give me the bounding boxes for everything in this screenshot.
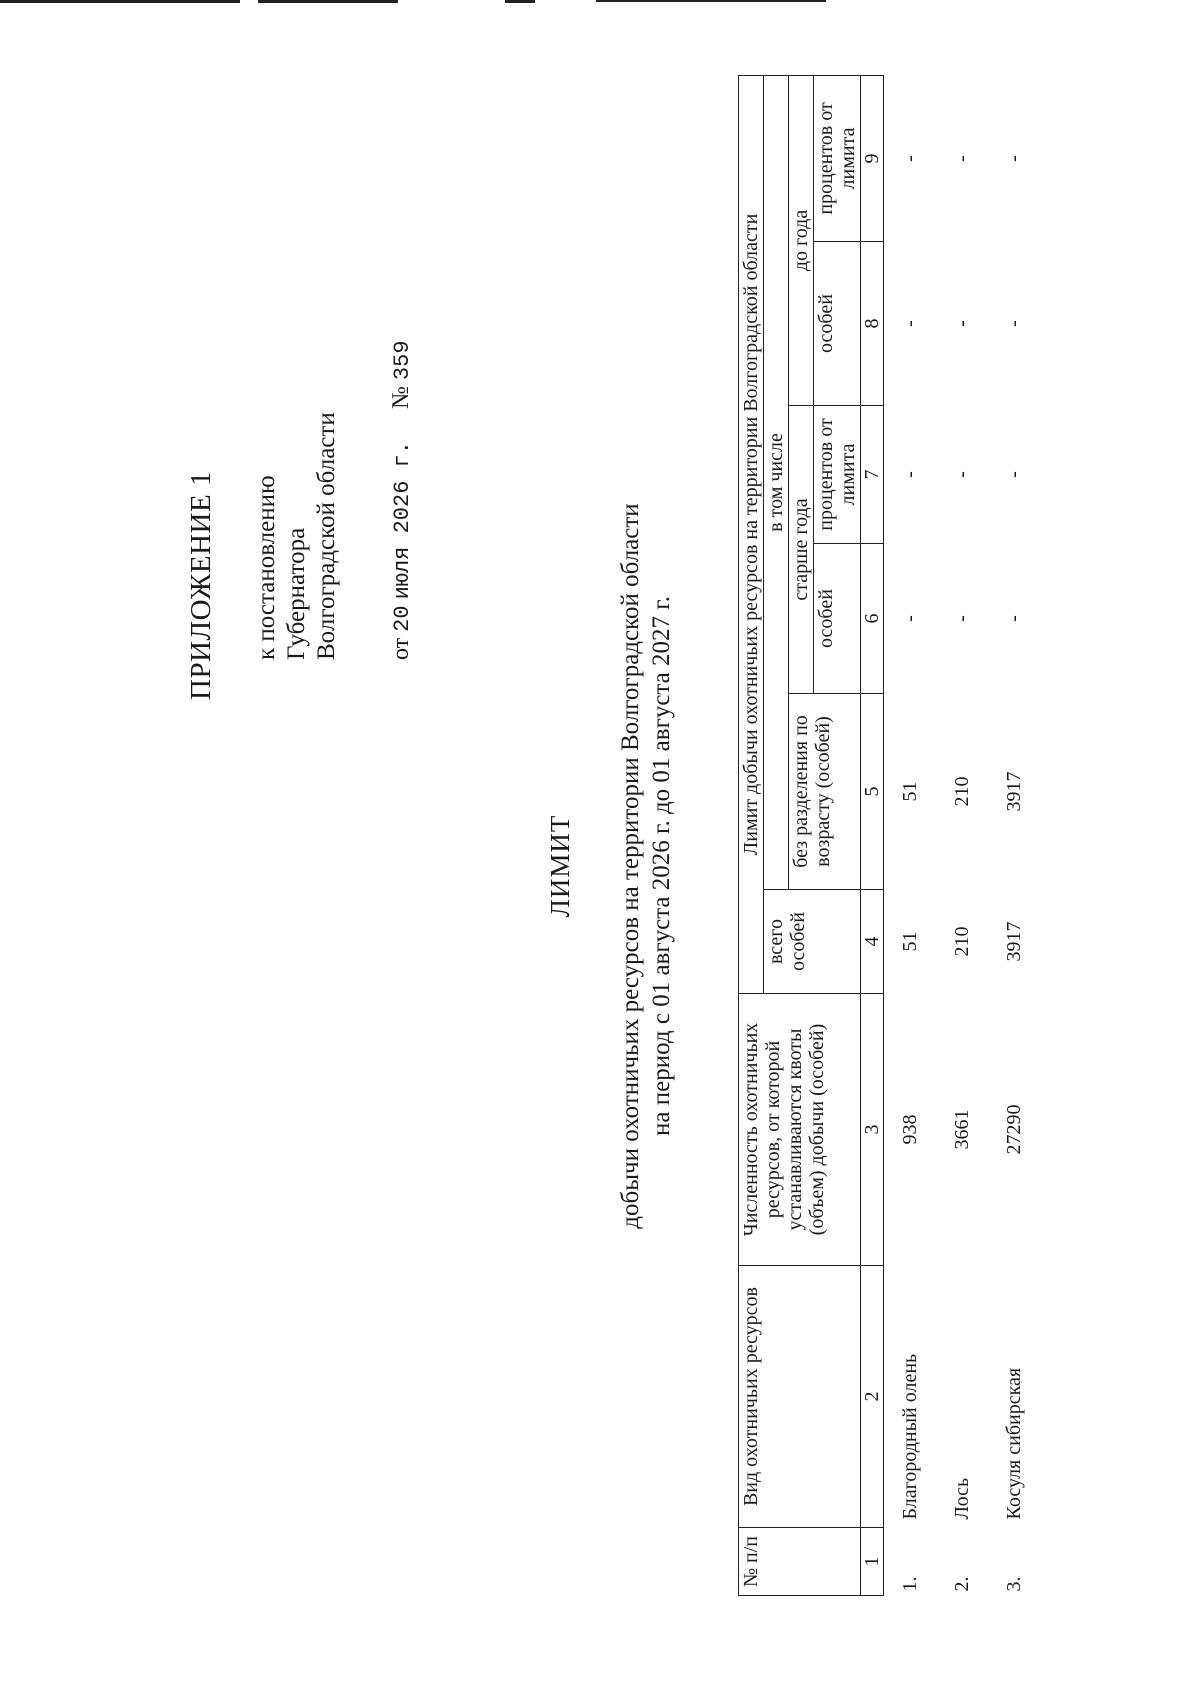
subtitle-line: добычи охотничьих ресурсов на территории Волгоградской области bbox=[617, 503, 644, 1229]
cell-no-age: 210 bbox=[951, 776, 973, 807]
table-row bbox=[988, 75, 1040, 1595]
header-species: Вид охотничьих ресурсов bbox=[739, 1266, 861, 1528]
cell-population: 938 bbox=[899, 1114, 921, 1145]
cell-species: Косуля сибирская bbox=[1003, 1367, 1025, 1520]
cell-younger-individuals: - bbox=[951, 320, 973, 327]
limit-table bbox=[738, 75, 1040, 1596]
header-including: в том числе bbox=[764, 75, 789, 889]
header-younger-individuals: особей bbox=[814, 242, 861, 406]
cell-older-individuals: - bbox=[899, 615, 921, 622]
cell-older-percent: - bbox=[1003, 471, 1025, 478]
column-number: 2 bbox=[861, 1266, 884, 1528]
date-month-year: июля 2026 г. bbox=[390, 440, 415, 600]
cell-population: 27290 bbox=[1003, 1104, 1025, 1155]
decree-reference-line: к постановлению bbox=[253, 475, 280, 660]
date-prefix: от bbox=[388, 637, 414, 660]
decree-reference-line: Губернатора bbox=[283, 527, 310, 660]
decree-reference-line: Волгоградской области bbox=[313, 412, 340, 660]
cell-total: 3917 bbox=[1003, 921, 1025, 962]
cell-total: 51 bbox=[899, 931, 921, 952]
subtitle-line: на период с 01 августа 2026 г. до 01 августа 2027 г. bbox=[648, 596, 675, 1136]
cell-total: 210 bbox=[951, 926, 973, 957]
column-number: 1 bbox=[861, 1528, 884, 1596]
decree-reference bbox=[252, 412, 342, 660]
decree-date-line bbox=[388, 340, 415, 660]
column-number: 5 bbox=[861, 694, 884, 890]
cell-population: 3661 bbox=[951, 1109, 973, 1150]
cell-younger-percent: - bbox=[899, 155, 921, 162]
header-limit-group: Лимит добычи охотничьих ресурсов на территории Волгоградской области bbox=[739, 75, 764, 993]
header-older: старше года bbox=[789, 406, 814, 694]
cell-num: 1. bbox=[899, 1576, 921, 1592]
cell-species: Лось bbox=[951, 1477, 973, 1520]
table-row bbox=[936, 75, 988, 1595]
cell-older-percent: - bbox=[899, 471, 921, 478]
document-title: ЛИМИТ bbox=[545, 814, 575, 918]
cell-younger-percent: - bbox=[1003, 155, 1025, 162]
column-number: 8 bbox=[861, 242, 884, 406]
header-younger: до года bbox=[789, 75, 814, 405]
cell-older-individuals: - bbox=[1003, 615, 1025, 622]
cell-younger-percent: - bbox=[951, 155, 973, 162]
header-no-age: без разделения по возрасту (особей) bbox=[789, 694, 861, 890]
cell-num: 2. bbox=[951, 1576, 973, 1592]
decree-number: 359 bbox=[390, 340, 415, 381]
cell-num: 3. bbox=[1003, 1576, 1025, 1592]
header-younger-percent: процентов от лимита bbox=[814, 75, 861, 241]
header-total: всего особей bbox=[764, 890, 861, 994]
cell-no-age: 3917 bbox=[1003, 771, 1025, 812]
appendix-label: ПРИЛОЖЕНИЕ 1 bbox=[185, 471, 217, 700]
cell-older-individuals: - bbox=[951, 615, 973, 622]
cell-no-age: 51 bbox=[899, 781, 921, 802]
table-row bbox=[884, 75, 937, 1595]
header-older-percent: процентов от лимита bbox=[814, 406, 861, 544]
date-day: 20 bbox=[390, 605, 415, 632]
cell-younger-individuals: - bbox=[899, 320, 921, 327]
number-sign: № bbox=[388, 386, 414, 409]
column-number: 7 bbox=[861, 406, 884, 544]
cell-species: Благородный олень bbox=[899, 1353, 921, 1520]
header-older-individuals: особей bbox=[814, 544, 861, 694]
column-number: 3 bbox=[861, 994, 884, 1266]
cell-older-percent: - bbox=[951, 471, 973, 478]
document-subtitle bbox=[615, 416, 677, 1316]
column-number: 6 bbox=[861, 544, 884, 694]
column-number: 4 bbox=[861, 890, 884, 994]
header-num: № п/п bbox=[739, 1528, 861, 1596]
column-number: 9 bbox=[861, 75, 884, 241]
header-population: Численность охотничьих ресурсов, от которой устанавливаются квоты (объем) добычи (особей) bbox=[739, 994, 861, 1266]
cell-younger-individuals: - bbox=[1003, 320, 1025, 327]
